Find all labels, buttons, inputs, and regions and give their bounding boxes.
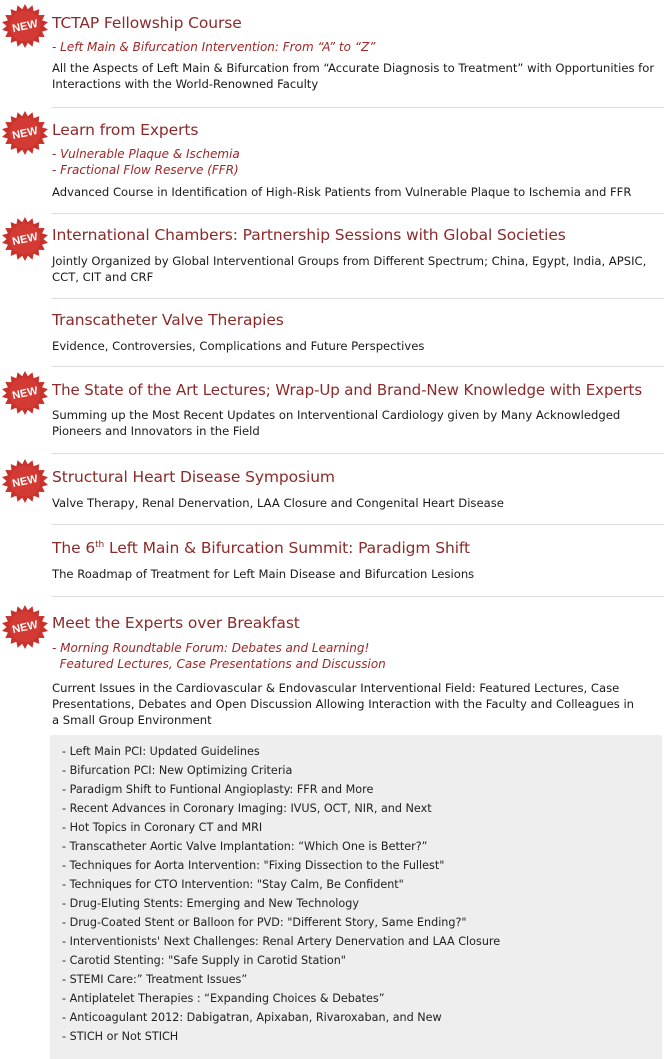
divider	[52, 213, 664, 214]
topic-item: - Paradigm Shift to Funtional Angioplasty: FFR and More	[62, 783, 374, 796]
section-title: International Chambers: Partnership Sessions with Global Societies	[52, 226, 566, 244]
svg-text:NEW: NEW	[11, 472, 39, 491]
new-badge-icon	[2, 370, 48, 416]
section-subtitle: - Left Main & Bifurcation Intervention: From “A” to “Z”	[52, 40, 376, 54]
section-description: Advanced Course in Identification of High-Risk Patients from Vulnerable Plaque to Ischemia and FFR	[52, 185, 632, 199]
section-subtitle: - Fractional Flow Reserve (FFR)	[52, 163, 239, 177]
new-badge-icon	[2, 458, 48, 504]
topic-item: - Drug-Coated Stent or Balloon for PVD: "Different Story, Same Ending?"	[62, 916, 467, 929]
topic-item: - Antiplatelet Therapies : “Expanding Choices & Debates”	[62, 992, 385, 1005]
section-title: The 6th Left Main & Bifurcation Summit: Paradigm Shift	[52, 539, 470, 557]
topic-item: - Interventionists' Next Challenges: Renal Artery Denervation and LAA Closure	[62, 935, 501, 948]
section-title: The State of the Art Lectures; Wrap-Up and Brand-New Knowledge with Experts	[52, 381, 643, 399]
section-subtitle: - Vulnerable Plaque & Ischemia	[52, 147, 240, 161]
topic-item: - Carotid Stenting: "Safe Supply in Carotid Station"	[62, 954, 346, 967]
topic-item: - STEMI Care:” Treatment Issues”	[62, 973, 248, 986]
divider	[52, 453, 664, 454]
topic-item: - Techniques for Aorta Intervention: "Fixing Dissection to the Fullest"	[62, 859, 445, 872]
divider	[52, 107, 664, 108]
new-badge-icon	[2, 3, 48, 49]
section-description: Summing up the Most Recent Updates on Interventional Cardiology given by Many Acknowledged Pioneers and Innovators in the Field	[52, 408, 621, 438]
topic-item: - Left Main PCI: Updated Guidelines	[62, 745, 260, 758]
svg-text:NEW: NEW	[11, 124, 39, 143]
divider	[52, 524, 664, 525]
section-title: Meet the Experts over Breakfast	[52, 614, 300, 632]
topic-item: - Hot Topics in Coronary CT and MRI	[62, 821, 263, 834]
section-description: Jointly Organized by Global Interventional Groups from Different Spectrum; China, Egypt, India, APSIC, CCT, CIT and CRF	[52, 254, 647, 284]
section-description: The Roadmap of Treatment for Left Main Disease and Bifurcation Lesions	[52, 567, 475, 581]
topic-item: - Bifurcation PCI: New Optimizing Criteria	[62, 764, 293, 777]
topics-box	[50, 735, 662, 1059]
divider	[52, 596, 664, 597]
topic-item: - Anticoagulant 2012: Dabigatran, Apixaban, Rivaroxaban, and New	[62, 1011, 442, 1024]
section-title: Transcatheter Valve Therapies	[52, 311, 284, 329]
section-title: Structural Heart Disease Symposium	[52, 468, 335, 486]
section-description: Valve Therapy, Renal Denervation, LAA Closure and Congenital Heart Disease	[52, 496, 504, 510]
svg-text:NEW: NEW	[11, 230, 39, 249]
topic-list	[50, 735, 662, 1046]
section-description: Evidence, Controversies, Complications and Future Perspectives	[52, 339, 425, 353]
topic-item: - Transcatheter Aortic Valve Implantation: “Which One is Better?”	[62, 840, 428, 853]
svg-text:NEW: NEW	[11, 384, 39, 403]
section-title: Learn from Experts	[52, 121, 199, 139]
topic-item: - Recent Advances in Coronary Imaging: IVUS, OCT, NIR, and Next	[62, 802, 432, 815]
section-description: Current Issues in the Cardiovascular & Endovascular Interventional Field: Featured Lectures, Case Presentations, Debates and Open Discussion Allowing Interaction with the Faculty and Colleagues in a Small Group Environment	[52, 681, 635, 727]
svg-text:NEW: NEW	[11, 618, 39, 637]
new-badge-icon	[2, 216, 48, 262]
section-subtitle: - Morning Roundtable Forum: Debates and Learning!	[52, 641, 370, 655]
topic-item: - Techniques for CTO Intervention: "Stay Calm, Be Confident"	[62, 878, 404, 891]
divider	[52, 298, 664, 299]
section-subtitle: Featured Lectures, Case Presentations and Discussion	[52, 657, 386, 671]
section-description: All the Aspects of Left Main & Bifurcation from “Accurate Diagnosis to Treatment” with Opportunities for Interactions with the World-Renowned Faculty	[52, 61, 655, 91]
new-badge-icon	[2, 604, 48, 650]
section-title: TCTAP Fellowship Course	[52, 14, 242, 32]
topic-item: - Drug-Eluting Stents: Emerging and New Technology	[62, 897, 359, 910]
new-badge-icon	[2, 110, 48, 156]
divider	[52, 366, 664, 367]
topic-item: - STICH or Not STICH	[62, 1030, 179, 1043]
svg-text:NEW: NEW	[11, 17, 39, 36]
